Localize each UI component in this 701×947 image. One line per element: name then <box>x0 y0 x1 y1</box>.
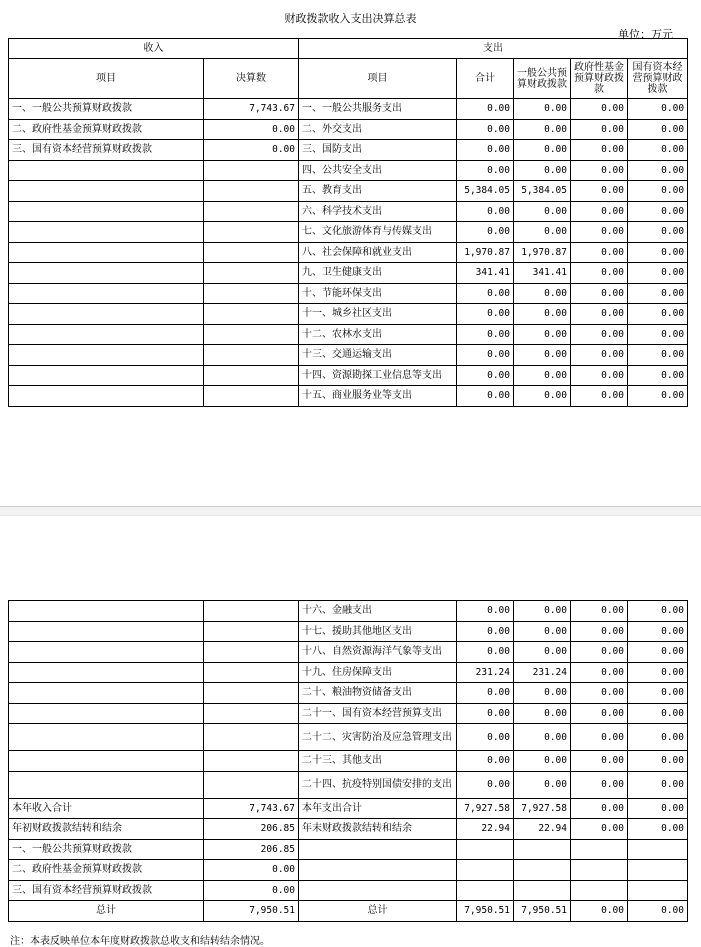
total-cell: 0.00 <box>457 222 514 243</box>
income-item-cell: 本年收入合计 <box>9 798 204 819</box>
expense-item-cell: 十九、住房保障支出 <box>299 662 457 683</box>
gov-fund-cell: 0.00 <box>571 621 628 642</box>
state-capital-cell: 0.00 <box>628 222 688 243</box>
income-amount-cell: 206.85 <box>204 839 299 860</box>
income-item-cell: 一、一般公共预算财政拨款 <box>9 839 204 860</box>
expense-item-cell: 十八、自然资源海洋气象等支出 <box>299 642 457 663</box>
gov-fund-cell: 0.00 <box>571 304 628 325</box>
total-cell: 0.00 <box>457 99 514 120</box>
income-amount-cell <box>204 771 299 798</box>
expense-item-cell: 七、文化旅游体育与传媒支出 <box>299 222 457 243</box>
table-row <box>9 901 688 922</box>
table-row <box>9 724 688 751</box>
general-budget-cell: 0.00 <box>514 365 571 386</box>
state-capital-cell: 0.00 <box>628 621 688 642</box>
income-item-cell <box>9 771 204 798</box>
income-item-cell: 总计 <box>9 901 204 922</box>
total-cell: 0.00 <box>457 324 514 345</box>
total-cell: 7,950.51 <box>457 901 514 922</box>
income-item-cell: 二、政府性基金预算财政拨款 <box>9 119 204 140</box>
income-amount-cell: 0.00 <box>204 880 299 901</box>
summary-table-page2 <box>8 600 688 922</box>
table-row <box>9 365 688 386</box>
income-amount-cell <box>204 365 299 386</box>
gov-fund-cell <box>571 839 628 860</box>
table-row <box>9 119 688 140</box>
gov-fund-cell: 0.00 <box>571 703 628 724</box>
income-amount-cell: 0.00 <box>204 860 299 881</box>
income-amount-cell <box>204 386 299 407</box>
income-amount-cell <box>204 242 299 263</box>
gov-fund-cell: 0.00 <box>571 683 628 704</box>
general-budget-cell: 231.24 <box>514 662 571 683</box>
income-item-cell: 年初财政拨款结转和结余 <box>9 819 204 840</box>
general-budget-cell: 0.00 <box>514 119 571 140</box>
state-capital-cell: 0.00 <box>628 751 688 772</box>
general-budget-cell: 0.00 <box>514 703 571 724</box>
expense-item-cell: 十二、农林水支出 <box>299 324 457 345</box>
income-item-cell: 三、国有资本经营预算财政拨款 <box>9 140 204 161</box>
income-item-cell <box>9 263 204 284</box>
state-capital-cell: 0.00 <box>628 642 688 663</box>
expense-item-cell: 八、社会保障和就业支出 <box>299 242 457 263</box>
table-row <box>9 860 688 881</box>
state-capital-cell: 0.00 <box>628 242 688 263</box>
expense-item-header: 项目 <box>299 59 457 99</box>
income-amount-cell <box>204 222 299 243</box>
table-body-page1 <box>9 99 688 407</box>
gov-fund-cell: 0.00 <box>571 751 628 772</box>
income-item-cell <box>9 642 204 663</box>
gov-fund-cell: 0.00 <box>571 324 628 345</box>
income-item-cell: 三、国有资本经营预算财政拨款 <box>9 880 204 901</box>
total-cell: 0.00 <box>457 771 514 798</box>
income-amount-cell <box>204 621 299 642</box>
gov-fund-cell: 0.00 <box>571 642 628 663</box>
income-amount-cell <box>204 304 299 325</box>
summary-table-page1 <box>8 38 688 407</box>
state-capital-cell: 0.00 <box>628 724 688 751</box>
income-item-cell <box>9 324 204 345</box>
income-amount-cell <box>204 283 299 304</box>
state-capital-cell: 0.00 <box>628 181 688 202</box>
expense-item-cell: 本年支出合计 <box>299 798 457 819</box>
income-item-cell <box>9 304 204 325</box>
income-amount-cell <box>204 683 299 704</box>
state-capital-cell <box>628 880 688 901</box>
general-budget-cell: 0.00 <box>514 642 571 663</box>
total-cell: 0.00 <box>457 140 514 161</box>
income-amount-cell <box>204 662 299 683</box>
general-budget-header: 一般公共预算财政拨款 <box>514 59 571 99</box>
expense-item-cell: 十四、资源勘探工业信息等支出 <box>299 365 457 386</box>
table-row <box>9 703 688 724</box>
table-row <box>9 621 688 642</box>
table-row <box>9 642 688 663</box>
general-budget-cell: 0.00 <box>514 201 571 222</box>
general-budget-cell: 0.00 <box>514 222 571 243</box>
total-cell: 0.00 <box>457 724 514 751</box>
general-budget-cell: 0.00 <box>514 140 571 161</box>
total-cell <box>457 839 514 860</box>
general-budget-cell: 0.00 <box>514 283 571 304</box>
gov-fund-cell: 0.00 <box>571 140 628 161</box>
general-budget-cell: 1,970.87 <box>514 242 571 263</box>
gov-fund-cell: 0.00 <box>571 99 628 120</box>
income-amount-cell <box>204 345 299 366</box>
general-budget-cell: 341.41 <box>514 263 571 284</box>
income-item-cell <box>9 751 204 772</box>
income-amount-cell: 0.00 <box>204 119 299 140</box>
expense-item-cell: 六、科学技术支出 <box>299 201 457 222</box>
general-budget-cell: 0.00 <box>514 621 571 642</box>
state-capital-cell: 0.00 <box>628 324 688 345</box>
income-amount-cell: 0.00 <box>204 140 299 161</box>
state-capital-cell: 0.00 <box>628 901 688 922</box>
table-body-page2 <box>9 601 688 922</box>
general-budget-cell <box>514 880 571 901</box>
table-row <box>9 242 688 263</box>
total-cell <box>457 860 514 881</box>
expense-item-cell: 十六、金融支出 <box>299 601 457 622</box>
general-budget-cell: 0.00 <box>514 304 571 325</box>
general-budget-cell: 0.00 <box>514 324 571 345</box>
income-item-cell <box>9 242 204 263</box>
table-row <box>9 386 688 407</box>
expense-item-cell: 二十四、抗疫特别国债安排的支出 <box>299 771 457 798</box>
state-capital-cell: 0.00 <box>628 283 688 304</box>
expense-item-cell: 三、国防支出 <box>299 140 457 161</box>
income-item-cell <box>9 386 204 407</box>
gov-fund-cell: 0.00 <box>571 819 628 840</box>
general-budget-cell: 5,384.05 <box>514 181 571 202</box>
general-budget-cell: 0.00 <box>514 771 571 798</box>
gov-fund-cell: 0.00 <box>571 601 628 622</box>
income-amount-cell: 7,743.67 <box>204 99 299 120</box>
total-cell: 0.00 <box>457 601 514 622</box>
expense-item-cell: 二、外交支出 <box>299 119 457 140</box>
state-capital-cell <box>628 860 688 881</box>
report-title: 财政拨款收入支出决算总表 <box>284 12 417 25</box>
expense-item-cell: 二十三、其他支出 <box>299 751 457 772</box>
table-row <box>9 140 688 161</box>
income-amount-cell <box>204 601 299 622</box>
income-item-cell <box>9 283 204 304</box>
gov-fund-cell: 0.00 <box>571 386 628 407</box>
footnote: 注：本表反映单位本年度财政拨款总收支和结转结余情况。 <box>10 936 270 947</box>
total-cell: 0.00 <box>457 160 514 181</box>
table-row <box>9 819 688 840</box>
gov-fund-cell: 0.00 <box>571 662 628 683</box>
state-capital-cell: 0.00 <box>628 771 688 798</box>
income-amount-cell <box>204 642 299 663</box>
expense-item-cell <box>299 839 457 860</box>
income-item-cell <box>9 621 204 642</box>
general-budget-cell: 0.00 <box>514 724 571 751</box>
total-cell: 0.00 <box>457 621 514 642</box>
state-capital-cell: 0.00 <box>628 365 688 386</box>
income-amount-cell: 7,950.51 <box>204 901 299 922</box>
general-budget-cell: 0.00 <box>514 683 571 704</box>
general-budget-cell: 0.00 <box>514 345 571 366</box>
gov-fund-cell: 0.00 <box>571 201 628 222</box>
total-cell: 0.00 <box>457 283 514 304</box>
income-item-cell <box>9 683 204 704</box>
income-amount-cell <box>204 160 299 181</box>
table-row <box>9 181 688 202</box>
gov-fund-header: 政府性基金预算财政拨款 <box>571 59 628 99</box>
expense-item-cell: 十三、交通运输支出 <box>299 345 457 366</box>
income-item-cell <box>9 601 204 622</box>
table-row <box>9 880 688 901</box>
gov-fund-cell: 0.00 <box>571 365 628 386</box>
state-capital-cell: 0.00 <box>628 304 688 325</box>
total-cell: 0.00 <box>457 345 514 366</box>
gov-fund-cell: 0.00 <box>571 222 628 243</box>
general-budget-cell: 0.00 <box>514 751 571 772</box>
expense-item-cell: 二十二、灾害防治及应急管理支出 <box>299 724 457 751</box>
expense-item-cell: 二十一、国有资本经营预算支出 <box>299 703 457 724</box>
unit-label: 单位：万元 <box>618 28 673 41</box>
general-budget-cell: 0.00 <box>514 601 571 622</box>
general-budget-cell: 0.00 <box>514 386 571 407</box>
general-budget-cell <box>514 839 571 860</box>
table-row <box>9 601 688 622</box>
income-item-header: 项目 <box>9 59 204 99</box>
table-row <box>9 160 688 181</box>
general-budget-cell <box>514 860 571 881</box>
income-amount-cell <box>204 263 299 284</box>
expense-item-cell: 十、节能环保支出 <box>299 283 457 304</box>
gov-fund-cell: 0.00 <box>571 160 628 181</box>
state-capital-cell: 0.00 <box>628 819 688 840</box>
table-row <box>9 771 688 798</box>
gov-fund-cell: 0.00 <box>571 901 628 922</box>
gov-fund-cell: 0.00 <box>571 283 628 304</box>
income-item-cell: 一、一般公共预算财政拨款 <box>9 99 204 120</box>
state-capital-cell: 0.00 <box>628 119 688 140</box>
total-cell: 0.00 <box>457 642 514 663</box>
state-capital-cell: 0.00 <box>628 160 688 181</box>
state-capital-cell: 0.00 <box>628 263 688 284</box>
general-budget-cell: 0.00 <box>514 99 571 120</box>
expense-item-cell: 年末财政拨款结转和结余 <box>299 819 457 840</box>
total-cell: 7,927.58 <box>457 798 514 819</box>
total-cell: 0.00 <box>457 365 514 386</box>
total-cell: 5,384.05 <box>457 181 514 202</box>
gov-fund-cell <box>571 860 628 881</box>
total-cell: 0.00 <box>457 703 514 724</box>
state-capital-cell: 0.00 <box>628 386 688 407</box>
expense-item-cell: 十七、援助其他地区支出 <box>299 621 457 642</box>
total-cell: 0.00 <box>457 683 514 704</box>
table-row <box>9 798 688 819</box>
income-amount-cell <box>204 324 299 345</box>
table-row <box>9 201 688 222</box>
table-row <box>9 683 688 704</box>
expense-item-cell: 总计 <box>299 901 457 922</box>
state-capital-cell: 0.00 <box>628 345 688 366</box>
state-capital-cell: 0.00 <box>628 683 688 704</box>
income-amount-cell <box>204 201 299 222</box>
expense-item-cell: 九、卫生健康支出 <box>299 263 457 284</box>
state-capital-cell: 0.00 <box>628 99 688 120</box>
income-item-cell <box>9 365 204 386</box>
gov-fund-cell: 0.00 <box>571 181 628 202</box>
total-cell: 0.00 <box>457 304 514 325</box>
table-row <box>9 304 688 325</box>
income-item-cell: 二、政府性基金预算财政拨款 <box>9 860 204 881</box>
total-cell: 0.00 <box>457 119 514 140</box>
expense-item-cell <box>299 880 457 901</box>
expense-item-cell: 一、一般公共服务支出 <box>299 99 457 120</box>
table-row <box>9 324 688 345</box>
gov-fund-cell: 0.00 <box>571 263 628 284</box>
gov-fund-cell: 0.00 <box>571 724 628 751</box>
gov-fund-cell: 0.00 <box>571 242 628 263</box>
total-cell: 0.00 <box>457 201 514 222</box>
income-item-cell <box>9 181 204 202</box>
total-cell: 0.00 <box>457 751 514 772</box>
state-capital-cell: 0.00 <box>628 601 688 622</box>
state-capital-cell: 0.00 <box>628 201 688 222</box>
income-amount-header: 决算数 <box>204 59 299 99</box>
income-amount-cell <box>204 751 299 772</box>
income-amount-cell <box>204 181 299 202</box>
state-capital-cell: 0.00 <box>628 140 688 161</box>
total-cell <box>457 880 514 901</box>
table-row <box>9 345 688 366</box>
state-capital-cell: 0.00 <box>628 662 688 683</box>
total-cell: 0.00 <box>457 386 514 407</box>
income-item-cell <box>9 201 204 222</box>
table-row <box>9 662 688 683</box>
income-item-cell <box>9 724 204 751</box>
gov-fund-cell: 0.00 <box>571 771 628 798</box>
income-header: 收入 <box>9 39 299 59</box>
gov-fund-cell: 0.00 <box>571 345 628 366</box>
page-break <box>0 506 701 516</box>
expense-header: 支出 <box>299 39 688 59</box>
total-header: 合计 <box>457 59 514 99</box>
table-row <box>9 751 688 772</box>
expense-item-cell: 五、教育支出 <box>299 181 457 202</box>
general-budget-cell: 22.94 <box>514 819 571 840</box>
total-cell: 22.94 <box>457 819 514 840</box>
total-cell: 1,970.87 <box>457 242 514 263</box>
general-budget-cell: 0.00 <box>514 160 571 181</box>
table-row <box>9 222 688 243</box>
income-item-cell <box>9 222 204 243</box>
expense-item-cell: 十一、城乡社区支出 <box>299 304 457 325</box>
income-amount-cell: 206.85 <box>204 819 299 840</box>
gov-fund-cell: 0.00 <box>571 119 628 140</box>
gov-fund-cell: 0.00 <box>571 798 628 819</box>
state-capital-cell: 0.00 <box>628 798 688 819</box>
state-capital-cell: 0.00 <box>628 703 688 724</box>
income-item-cell <box>9 345 204 366</box>
income-item-cell <box>9 662 204 683</box>
table-row <box>9 839 688 860</box>
general-budget-cell: 7,950.51 <box>514 901 571 922</box>
total-cell: 231.24 <box>457 662 514 683</box>
gov-fund-cell <box>571 880 628 901</box>
income-item-cell <box>9 703 204 724</box>
income-amount-cell <box>204 703 299 724</box>
table-row <box>9 263 688 284</box>
expense-item-cell <box>299 860 457 881</box>
expense-item-cell: 四、公共安全支出 <box>299 160 457 181</box>
state-capital-cell <box>628 839 688 860</box>
income-item-cell <box>9 160 204 181</box>
income-amount-cell <box>204 724 299 751</box>
general-budget-cell: 7,927.58 <box>514 798 571 819</box>
state-capital-header: 国有资本经营预算财政拨款 <box>628 59 688 99</box>
expense-item-cell: 十五、商业服务业等支出 <box>299 386 457 407</box>
income-amount-cell: 7,743.67 <box>204 798 299 819</box>
table-row <box>9 283 688 304</box>
total-cell: 341.41 <box>457 263 514 284</box>
table-row <box>9 99 688 120</box>
expense-item-cell: 二十、粮油物资储备支出 <box>299 683 457 704</box>
